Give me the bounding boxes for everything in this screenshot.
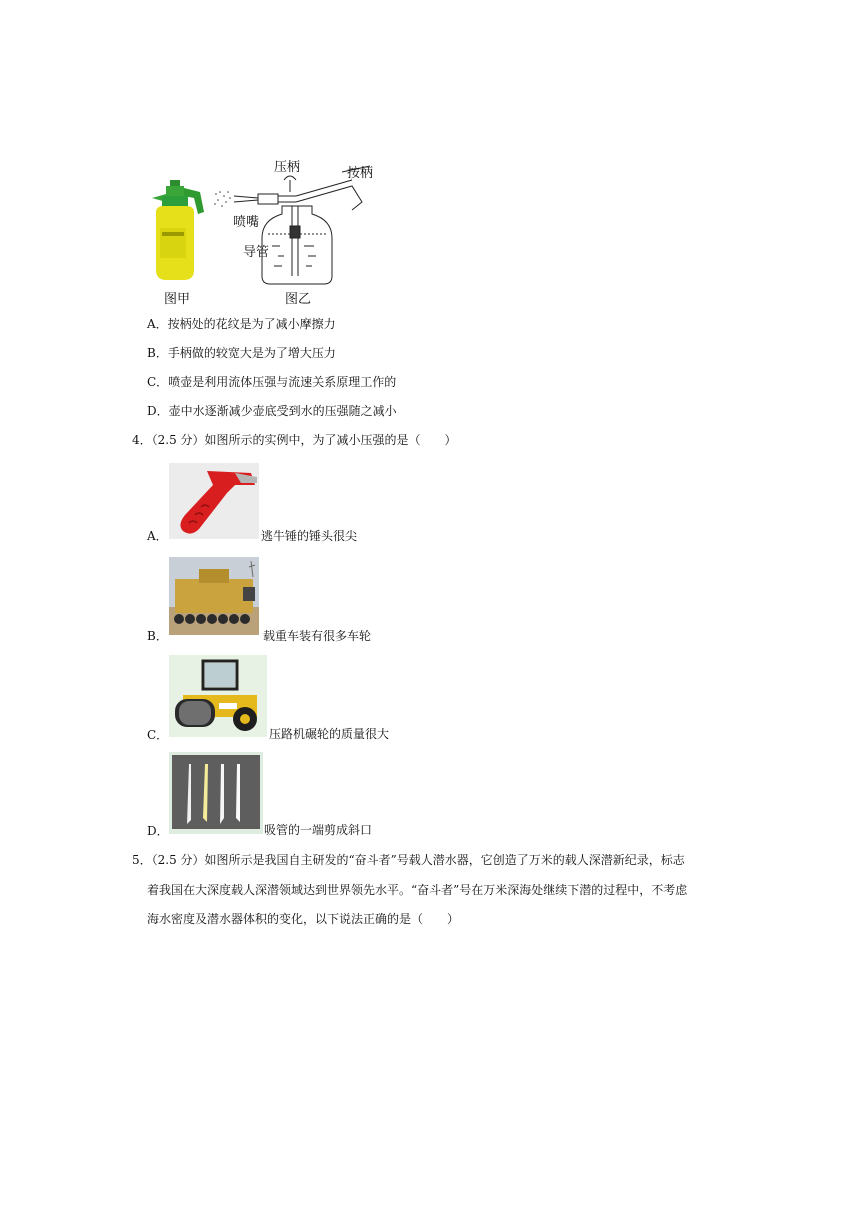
straws-image [169,752,263,834]
q4-option-d-letter: D． [147,824,169,838]
label-press-handle: 压柄 [274,160,301,175]
q4-option-b-text: 载重车装有很多车轮 [263,629,372,643]
option-letter: B． [147,346,168,360]
option-letter: A． [147,317,168,331]
q5-line-1: 5．（2.5 分）如图所示是我国自主研发的“奋斗者”号载人潜水器，它创造了万米的载人深潜新纪录，标志 [132,853,685,867]
option-text: 按柄处的花纹是为了减小摩擦力 [167,317,336,331]
q4-option-b-letter: B． [147,629,168,643]
option-text: 手柄做的较宽大是为了增大压力 [167,346,336,360]
q4-option-a-letter: A． [147,529,168,543]
figure-caption-a: 图甲 [164,292,191,307]
heavy-truck-image [169,557,259,635]
q3-option-a [147,316,336,332]
figure-caption-b: 图乙 [285,292,312,307]
option-letter: D． [147,404,169,418]
q5-line-3: 海水密度及潜水器体积的变化，以下说法正确的是（ ） [147,912,460,926]
q4-option-c-text: 压路机碾轮的质量很大 [269,727,390,741]
q4-option-a-text: 逃牛锤的锤头很尖 [261,529,358,543]
q5-line-2: 着我国在大深度载人深潜领域达到世界领先水平。“奋斗者”号在万米深海处继续下潜的过程中，不考虑 [147,883,688,897]
q3-option-b [147,345,336,361]
option-text: 喷壶是利用流体压强与流速关系原理工作的 [168,375,397,389]
option-text: 壶中水逐渐减少壶底受到水的压强随之减小 [168,404,397,418]
sprayer-photo [148,176,208,284]
q3-option-c [147,374,396,390]
q4-option-c-letter: C． [147,728,169,742]
option-letter: C． [147,375,169,389]
q4-stem: 4．（2.5 分）如图所示的实例中，为了减小压强的是（ ） [132,433,457,447]
label-tube: 导管 [243,245,270,260]
label-grip-handle: 按柄 [347,166,374,181]
q4-option-d-text: 吸管的一端剪成斜口 [264,823,373,837]
escape-hammer-image [169,463,259,539]
q3-option-d [147,403,397,419]
road-roller-image [169,655,267,737]
label-nozzle: 喷嘴 [233,215,260,230]
